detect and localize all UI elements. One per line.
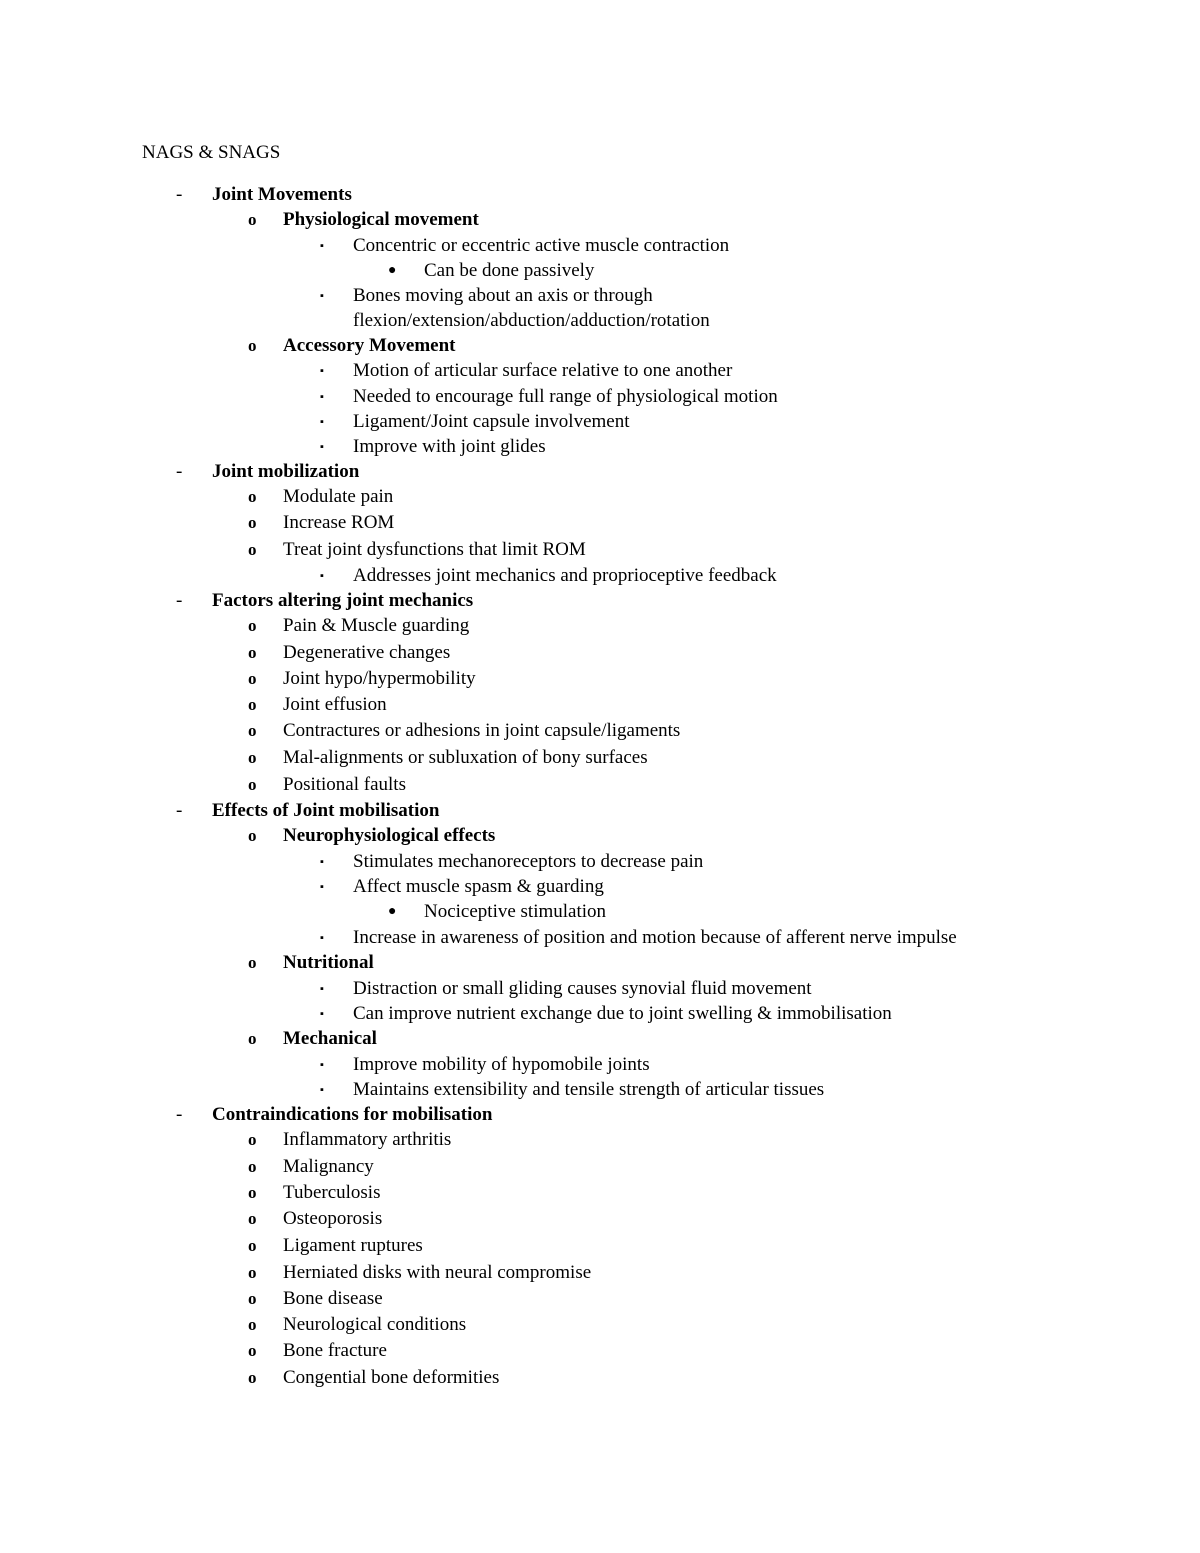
list-item-text: Increase ROM bbox=[283, 512, 395, 533]
list-marker: ▪ bbox=[320, 290, 324, 302]
list-marker: ▪ bbox=[320, 570, 324, 582]
list-marker: ▪ bbox=[320, 983, 324, 995]
list-item-text: Nociceptive stimulation bbox=[424, 901, 607, 922]
list-marker: ▪ bbox=[320, 881, 324, 893]
list-item-text: Congential bone deformities bbox=[283, 1367, 500, 1388]
list-item-text: Increase in awareness of position and motion because of afferent nerve impulse bbox=[353, 927, 957, 948]
list-marker: ● bbox=[388, 263, 397, 278]
list-item-text: Maintains extensibility and tensile strength of articular tissues bbox=[353, 1079, 825, 1100]
list-item-text: Can improve nutrient exchange due to joint swelling & immobilisation bbox=[353, 1003, 892, 1024]
list-item-text: Modulate pain bbox=[283, 486, 394, 507]
list-marker: o bbox=[248, 616, 257, 635]
list-marker: ▪ bbox=[320, 416, 324, 428]
list-item-text: Accessory Movement bbox=[283, 335, 456, 356]
list-marker: o bbox=[248, 1341, 257, 1360]
list-item-text: Mal-alignments or subluxation of bony surfaces bbox=[283, 747, 648, 768]
list-marker: ▪ bbox=[320, 1008, 324, 1020]
list-marker: o bbox=[248, 210, 257, 229]
list-item-text: Motion of articular surface relative to one another bbox=[353, 360, 733, 381]
list-item-text: Ligament ruptures bbox=[283, 1235, 423, 1256]
list-marker: o bbox=[248, 643, 257, 662]
list-marker: o bbox=[248, 1029, 257, 1048]
list-marker: o bbox=[248, 1183, 257, 1202]
list-marker: - bbox=[176, 461, 183, 482]
list-marker: - bbox=[176, 590, 183, 611]
list-item-text: Factors altering joint mechanics bbox=[212, 590, 474, 611]
list-item-text: Bone disease bbox=[283, 1288, 383, 1309]
list-item-text: Affect muscle spasm & guarding bbox=[353, 876, 604, 897]
list-item-text: Joint mobilization bbox=[212, 461, 360, 482]
list-item-text: Physiological movement bbox=[283, 209, 479, 230]
list-marker: o bbox=[248, 1289, 257, 1308]
list-marker: - bbox=[176, 1104, 183, 1125]
list-item-text: Malignancy bbox=[283, 1156, 374, 1177]
list-marker: - bbox=[176, 800, 183, 821]
list-marker: o bbox=[248, 1209, 257, 1228]
list-item-text: Contractures or adhesions in joint capsule/ligaments bbox=[283, 720, 681, 741]
list-marker: o bbox=[248, 540, 257, 559]
list-item-text: Effects of Joint mobilisation bbox=[212, 800, 440, 821]
list-marker: o bbox=[248, 1236, 257, 1255]
list-marker: o bbox=[248, 721, 257, 740]
list-marker: o bbox=[248, 1368, 257, 1387]
list-marker: ▪ bbox=[320, 365, 324, 377]
list-marker: o bbox=[248, 1315, 257, 1334]
list-marker: o bbox=[248, 513, 257, 532]
list-item-text: Neurological conditions bbox=[283, 1314, 467, 1335]
list-item-text: Herniated disks with neural compromise bbox=[283, 1262, 592, 1283]
list-item-text: Treat joint dysfunctions that limit ROM bbox=[283, 539, 586, 560]
list-marker: ▪ bbox=[320, 1084, 324, 1096]
list-item-text: flexion/extension/abduction/adduction/rotation bbox=[353, 310, 710, 331]
document-title: NAGS & SNAGS bbox=[142, 142, 281, 163]
list-item-text: Needed to encourage full range of physiological motion bbox=[353, 386, 778, 407]
list-item-text: Ligament/Joint capsule involvement bbox=[353, 411, 630, 432]
list-marker: o bbox=[248, 953, 257, 972]
list-item-text: Bone fracture bbox=[283, 1340, 387, 1361]
list-item-text: Concentric or eccentric active muscle contraction bbox=[353, 235, 730, 256]
list-item-text: Neurophysiological effects bbox=[283, 825, 496, 846]
list-item-text: Addresses joint mechanics and proprioceptive feedback bbox=[353, 565, 777, 586]
list-item-text: Improve with joint glides bbox=[353, 436, 546, 457]
list-marker: o bbox=[248, 336, 257, 355]
list-item-text: Can be done passively bbox=[424, 260, 595, 281]
list-item-text: Osteoporosis bbox=[283, 1208, 383, 1229]
list-item-text: Joint hypo/hypermobility bbox=[283, 668, 476, 689]
list-marker: o bbox=[248, 695, 257, 714]
list-item-text: Degenerative changes bbox=[283, 642, 451, 663]
list-item-text: Positional faults bbox=[283, 774, 406, 795]
list-marker: ● bbox=[388, 904, 397, 919]
list-item-text: Contraindications for mobilisation bbox=[212, 1104, 493, 1125]
list-item-text: Nutritional bbox=[283, 952, 374, 973]
list-marker: ▪ bbox=[320, 441, 324, 453]
list-item-text: Mechanical bbox=[283, 1028, 377, 1049]
list-marker: o bbox=[248, 1263, 257, 1282]
list-marker: o bbox=[248, 826, 257, 845]
list-item-text: Tuberculosis bbox=[283, 1182, 381, 1203]
list-marker: o bbox=[248, 775, 257, 794]
list-item-text: Bones moving about an axis or through bbox=[353, 285, 653, 306]
list-marker: - bbox=[176, 184, 183, 205]
list-marker: o bbox=[248, 669, 257, 688]
list-item-text: Joint effusion bbox=[283, 694, 387, 715]
list-marker: ▪ bbox=[320, 932, 324, 944]
list-item-text: Distraction or small gliding causes synovial fluid movement bbox=[353, 978, 812, 999]
list-marker: o bbox=[248, 1157, 257, 1176]
list-marker: ▪ bbox=[320, 391, 324, 403]
list-marker: o bbox=[248, 1130, 257, 1149]
list-marker: o bbox=[248, 487, 257, 506]
list-marker: o bbox=[248, 748, 257, 767]
list-item-text: Joint Movements bbox=[212, 184, 352, 205]
list-item-text: Improve mobility of hypomobile joints bbox=[353, 1054, 650, 1075]
list-marker: ▪ bbox=[320, 1059, 324, 1071]
list-marker: ▪ bbox=[320, 240, 324, 252]
list-marker: ▪ bbox=[320, 856, 324, 868]
list-item-text: Pain & Muscle guarding bbox=[283, 615, 470, 636]
list-item-text: Stimulates mechanoreceptors to decrease pain bbox=[353, 851, 704, 872]
list-item-text: Inflammatory arthritis bbox=[283, 1129, 452, 1150]
